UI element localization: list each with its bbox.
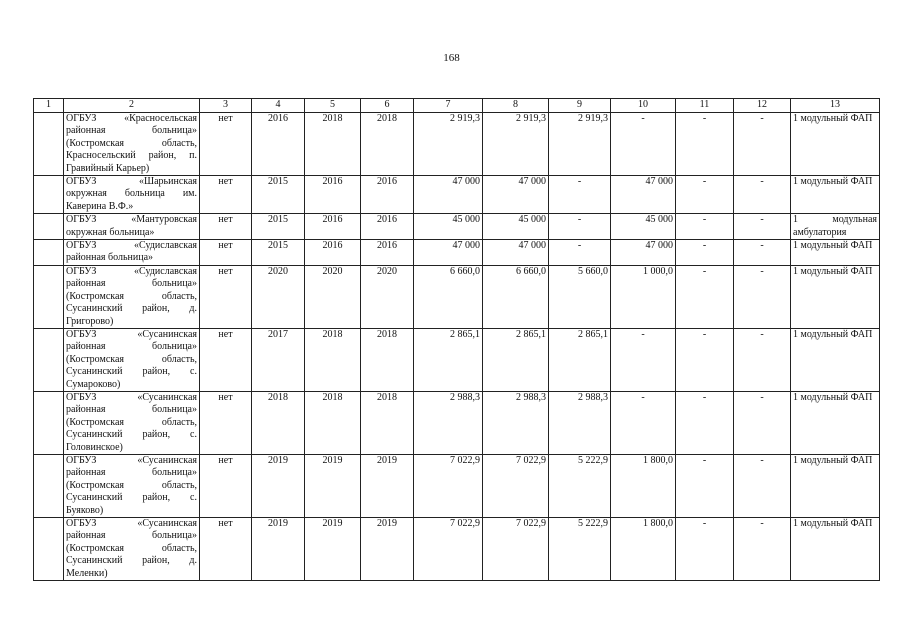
cell-col5: 2016 bbox=[305, 240, 361, 266]
cell-col1 bbox=[34, 240, 64, 266]
column-header: 7 bbox=[414, 99, 483, 113]
cell-col9: 5 222,9 bbox=[549, 454, 611, 517]
cell-col7: 2 919,3 bbox=[414, 113, 483, 176]
cell-col7: 7 022,9 bbox=[414, 454, 483, 517]
cell-object: 1 модульный ФАП bbox=[791, 454, 880, 517]
cell-col5: 2020 bbox=[305, 265, 361, 328]
table-row bbox=[34, 113, 880, 176]
cell-col12: - bbox=[734, 328, 791, 391]
cell-col8: 7 022,9 bbox=[483, 454, 549, 517]
column-header: 2 bbox=[64, 99, 200, 113]
cell-col8: 47 000 bbox=[483, 240, 549, 266]
column-header: 8 bbox=[483, 99, 549, 113]
cell-col3: нет bbox=[200, 265, 252, 328]
column-header: 11 bbox=[676, 99, 734, 113]
cell-col12: - bbox=[734, 454, 791, 517]
table-row bbox=[34, 240, 880, 266]
table-row bbox=[34, 265, 880, 328]
cell-col8: 2 988,3 bbox=[483, 391, 549, 454]
cell-col4: 2020 bbox=[252, 265, 305, 328]
cell-col6: 2016 bbox=[361, 214, 414, 240]
cell-col1 bbox=[34, 113, 64, 176]
cell-col4: 2019 bbox=[252, 454, 305, 517]
cell-col8: 2 865,1 bbox=[483, 328, 549, 391]
cell-col5: 2019 bbox=[305, 454, 361, 517]
cell-institution: ОГБУЗ «Шарьинская окружная больница им. Каверина В.Ф.» bbox=[64, 176, 200, 214]
cell-col7: 47 000 bbox=[414, 240, 483, 266]
cell-col7: 6 660,0 bbox=[414, 265, 483, 328]
cell-col10: 1 800,0 bbox=[611, 518, 676, 581]
cell-col10: 1 800,0 bbox=[611, 454, 676, 517]
column-header: 1 bbox=[34, 99, 64, 113]
cell-object: 1 модульный ФАП bbox=[791, 113, 880, 176]
column-header: 5 bbox=[305, 99, 361, 113]
cell-object: 1 модульный ФАП bbox=[791, 328, 880, 391]
cell-col10: 45 000 bbox=[611, 214, 676, 240]
cell-col6: 2016 bbox=[361, 176, 414, 214]
table-row bbox=[34, 391, 880, 454]
cell-institution: ОГБУЗ «Сусанинская районная больница» (Костромская область, Сусанинский район, д. Меленки) bbox=[64, 518, 200, 581]
cell-col4: 2015 bbox=[252, 176, 305, 214]
column-header: 3 bbox=[200, 99, 252, 113]
cell-col4: 2019 bbox=[252, 518, 305, 581]
cell-col3: нет bbox=[200, 328, 252, 391]
column-header: 9 bbox=[549, 99, 611, 113]
cell-col4: 2015 bbox=[252, 240, 305, 266]
table-row bbox=[34, 454, 880, 517]
cell-col4: 2018 bbox=[252, 391, 305, 454]
cell-col3: нет bbox=[200, 113, 252, 176]
cell-col12: - bbox=[734, 518, 791, 581]
column-header: 6 bbox=[361, 99, 414, 113]
cell-col6: 2019 bbox=[361, 454, 414, 517]
cell-col5: 2018 bbox=[305, 113, 361, 176]
cell-col11: - bbox=[676, 214, 734, 240]
cell-col1 bbox=[34, 176, 64, 214]
cell-col1 bbox=[34, 518, 64, 581]
cell-col1 bbox=[34, 454, 64, 517]
cell-col12: - bbox=[734, 214, 791, 240]
cell-col12: - bbox=[734, 265, 791, 328]
cell-col10: - bbox=[611, 391, 676, 454]
cell-col11: - bbox=[676, 454, 734, 517]
cell-col10: - bbox=[611, 113, 676, 176]
cell-col12: - bbox=[734, 240, 791, 266]
cell-col6: 2020 bbox=[361, 265, 414, 328]
cell-col10: 47 000 bbox=[611, 176, 676, 214]
cell-col4: 2017 bbox=[252, 328, 305, 391]
cell-col11: - bbox=[676, 113, 734, 176]
cell-col5: 2018 bbox=[305, 328, 361, 391]
cell-col4: 2016 bbox=[252, 113, 305, 176]
cell-col11: - bbox=[676, 240, 734, 266]
cell-col5: 2016 bbox=[305, 214, 361, 240]
cell-object: 1 модульный ФАП bbox=[791, 240, 880, 266]
cell-col5: 2018 bbox=[305, 391, 361, 454]
cell-col3: нет bbox=[200, 454, 252, 517]
cell-col3: нет bbox=[200, 214, 252, 240]
cell-institution: ОГБУЗ «Судиславская районная больница» (Костромская область, Сусанинский район, д. Григорово) bbox=[64, 265, 200, 328]
cell-col6: 2018 bbox=[361, 113, 414, 176]
data-table bbox=[33, 98, 880, 581]
cell-col11: - bbox=[676, 518, 734, 581]
cell-col6: 2018 bbox=[361, 328, 414, 391]
cell-col9: 2 865,1 bbox=[549, 328, 611, 391]
cell-object: 1 модульный ФАП bbox=[791, 265, 880, 328]
table-row bbox=[34, 328, 880, 391]
cell-col11: - bbox=[676, 265, 734, 328]
cell-institution: ОГБУЗ «Красносельская районная больница» (Костромская область, Красносельский район, п. Гравийный Карьер) bbox=[64, 113, 200, 176]
cell-object: 1 модульный ФАП bbox=[791, 518, 880, 581]
cell-object: 1 модульный ФАП bbox=[791, 391, 880, 454]
table-body bbox=[34, 113, 880, 581]
cell-institution: ОГБУЗ «Мантуровская окружная больница» bbox=[64, 214, 200, 240]
cell-institution: ОГБУЗ «Судиславская районная больница» bbox=[64, 240, 200, 266]
cell-col8: 2 919,3 bbox=[483, 113, 549, 176]
cell-col8: 6 660,0 bbox=[483, 265, 549, 328]
cell-col10: - bbox=[611, 328, 676, 391]
cell-col9: 2 988,3 bbox=[549, 391, 611, 454]
column-header: 4 bbox=[252, 99, 305, 113]
cell-col9: 5 660,0 bbox=[549, 265, 611, 328]
cell-object: 1 модульный ФАП bbox=[791, 176, 880, 214]
cell-col6: 2016 bbox=[361, 240, 414, 266]
cell-col10: 47 000 bbox=[611, 240, 676, 266]
cell-institution: ОГБУЗ «Сусанинская районная больница» (Костромская область, Сусанинский район, с. Сумароково) bbox=[64, 328, 200, 391]
cell-col9: 5 222,9 bbox=[549, 518, 611, 581]
table-header-row bbox=[34, 99, 880, 113]
cell-col1 bbox=[34, 265, 64, 328]
cell-col5: 2019 bbox=[305, 518, 361, 581]
column-header: 10 bbox=[611, 99, 676, 113]
cell-institution: ОГБУЗ «Сусанинская районная больница» (Костромская область, Сусанинский район, с. Головинское) bbox=[64, 391, 200, 454]
cell-col5: 2016 bbox=[305, 176, 361, 214]
cell-col9: - bbox=[549, 214, 611, 240]
cell-col12: - bbox=[734, 176, 791, 214]
cell-object: 1 модульная амбулатория bbox=[791, 214, 880, 240]
cell-col11: - bbox=[676, 328, 734, 391]
cell-col6: 2018 bbox=[361, 391, 414, 454]
column-header: 12 bbox=[734, 99, 791, 113]
cell-col9: - bbox=[549, 176, 611, 214]
cell-col11: - bbox=[676, 391, 734, 454]
cell-col8: 45 000 bbox=[483, 214, 549, 240]
cell-col3: нет bbox=[200, 518, 252, 581]
cell-col11: - bbox=[676, 176, 734, 214]
table-row bbox=[34, 518, 880, 581]
cell-col12: - bbox=[734, 391, 791, 454]
cell-col9: 2 919,3 bbox=[549, 113, 611, 176]
cell-col12: - bbox=[734, 113, 791, 176]
table-row bbox=[34, 214, 880, 240]
cell-col7: 47 000 bbox=[414, 176, 483, 214]
cell-col8: 47 000 bbox=[483, 176, 549, 214]
cell-col7: 2 865,1 bbox=[414, 328, 483, 391]
cell-col7: 2 988,3 bbox=[414, 391, 483, 454]
table-row bbox=[34, 176, 880, 214]
column-header: 13 bbox=[791, 99, 880, 113]
cell-col6: 2019 bbox=[361, 518, 414, 581]
cell-col3: нет bbox=[200, 176, 252, 214]
cell-col1 bbox=[34, 214, 64, 240]
page-number: 168 bbox=[443, 52, 460, 64]
cell-col3: нет bbox=[200, 391, 252, 454]
cell-col4: 2015 bbox=[252, 214, 305, 240]
cell-col7: 45 000 bbox=[414, 214, 483, 240]
cell-col1 bbox=[34, 328, 64, 391]
cell-col8: 7 022,9 bbox=[483, 518, 549, 581]
cell-col7: 7 022,9 bbox=[414, 518, 483, 581]
cell-col9: - bbox=[549, 240, 611, 266]
cell-col3: нет bbox=[200, 240, 252, 266]
cell-col1 bbox=[34, 391, 64, 454]
cell-institution: ОГБУЗ «Сусанинская районная больница» (Костромская область, Сусанинский район, с. Буяково) bbox=[64, 454, 200, 517]
cell-col10: 1 000,0 bbox=[611, 265, 676, 328]
